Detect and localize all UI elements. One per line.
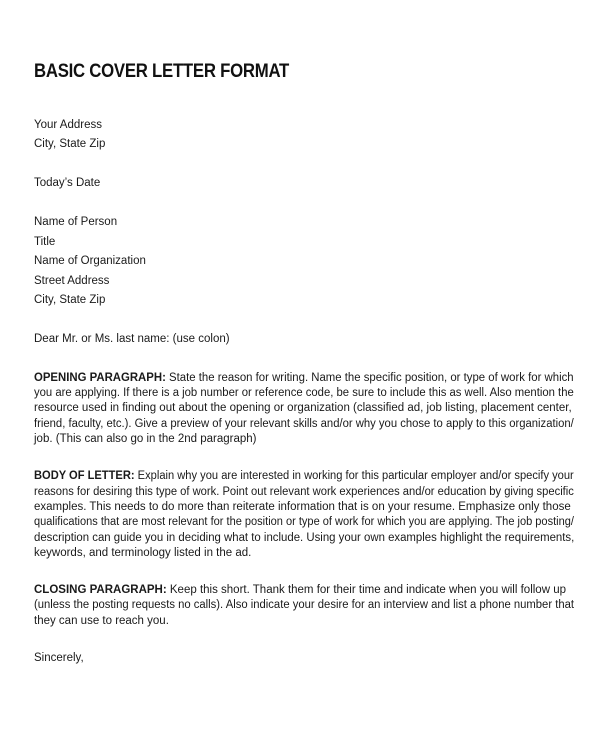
sender-city-state-zip: City, State Zip: [34, 138, 106, 151]
body-paragraph-line: reasons for desiring this type of work. Point out relevant work experiences and/or education by giving specific: [34, 485, 574, 498]
opening-paragraph-line: you are applying. If there is a job number or reference code, be sure to include this as well. Also mention the: [34, 387, 574, 400]
recipient-address-block: [34, 213, 574, 310]
salutation: Dear Mr. or Ms. last name: (use colon): [34, 332, 230, 345]
closing-paragraph-line: they can use to reach you.: [34, 614, 169, 627]
letter-content: [34, 116, 574, 666]
body-paragraph-line: qualifications that are most relevant for the position or type of work for which you are applying. The job posting/: [34, 516, 574, 529]
closing-paragraph: [34, 583, 574, 629]
recipient-organization: Name of Organization: [34, 255, 146, 268]
closing-paragraph-line: (unless the posting requests no calls). Also indicate your desire for an interview and list a phone number that: [34, 599, 575, 612]
sender-address: Your Address: [34, 119, 102, 131]
page-title: BASIC COVER LETTER FORMAT: [34, 60, 290, 82]
sender-address-block: [34, 116, 574, 155]
body-paragraph-label: BODY OF LETTER:: [34, 470, 135, 483]
signoff: Sincerely,: [34, 652, 84, 665]
opening-paragraph-label: OPENING PARAGRAPH:: [34, 371, 166, 384]
body-paragraph-line: keywords, and terminology listed in the ad.: [34, 546, 252, 559]
body-paragraph-line: Explain why you are interested in working for this particular employer and/or specify your: [137, 470, 574, 483]
opening-paragraph-line: friend, faculty, etc.). Give a preview of your relevant skills and/or why you chose to apply to this organization/: [34, 417, 574, 430]
recipient-title: Title: [34, 235, 56, 248]
recipient-city-state-zip: City, State Zip: [34, 293, 106, 306]
recipient-name: Name of Person: [34, 216, 118, 229]
letter-date: Today’s Date: [34, 177, 101, 190]
opening-paragraph: [34, 371, 574, 447]
body-paragraph-line: examples. This needs to do more than reiterate information that is on your resume. Emphasize only those: [34, 500, 571, 513]
opening-paragraph-line: State the reason for writing. Name the specific position, or type of work for which: [169, 371, 574, 384]
closing-paragraph-line: Keep this short. Thank them for their time and indicate when you will follow up: [169, 584, 566, 597]
body-paragraph: [34, 469, 574, 561]
recipient-street: Street Address: [34, 274, 110, 287]
closing-paragraph-label: CLOSING PARAGRAPH:: [34, 584, 167, 597]
opening-paragraph-line: resource used in finding out about the opening or organization (classified ad, job listing, placement center,: [34, 402, 572, 415]
body-paragraph-line: description can guide you in deciding what to include. Using your own examples highlight the requirements,: [34, 531, 575, 544]
opening-paragraph-line: job. (This can also go in the 2nd paragraph): [34, 433, 257, 446]
